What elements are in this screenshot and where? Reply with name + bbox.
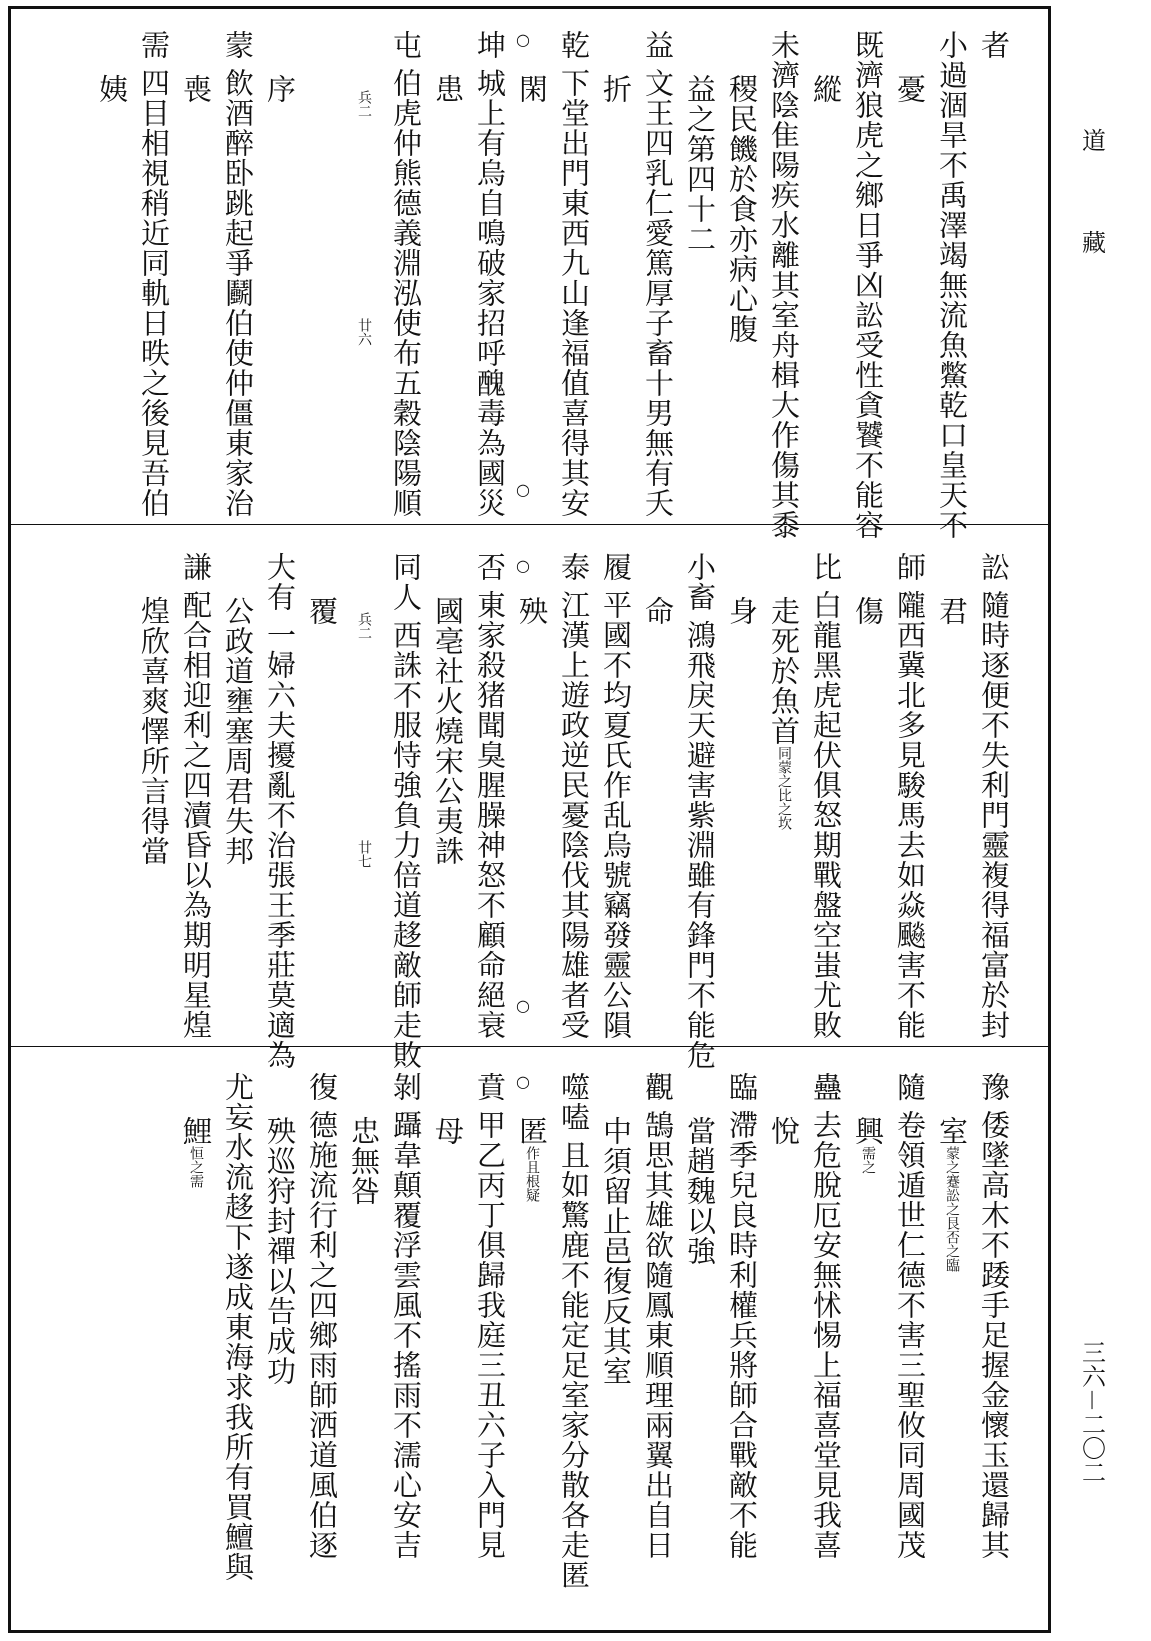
verse-text: 鯉 <box>179 1116 213 1146</box>
text-column <box>974 30 1014 60</box>
hexagram-name: 復 <box>305 1072 339 1102</box>
hexagram-name: 隨 <box>893 1072 927 1102</box>
hexagram-name: 剝 <box>389 1072 423 1102</box>
verse-text: 憂 <box>893 74 927 104</box>
text-column <box>806 552 846 1040</box>
verse-text: 益之第四十二 <box>683 74 717 254</box>
text-column <box>932 30 972 540</box>
hexagram-name: 大有 <box>263 552 297 612</box>
verse-text: 覆 <box>305 596 339 626</box>
annotation-note: 兵二 <box>356 612 372 640</box>
text-column <box>218 30 258 518</box>
text-column <box>470 30 510 518</box>
verse-text: 西誅不服恃強負力倍道趍敵師走敗 <box>389 620 423 1070</box>
verse-text: 折 <box>599 74 633 104</box>
circle-mark: ○ <box>516 996 530 1015</box>
text-column <box>344 552 384 868</box>
text-column <box>596 552 636 1040</box>
text-column <box>848 552 888 626</box>
annotation-note: 同蒙之比之坎 <box>776 746 792 830</box>
hexagram-name: 噬嗑 <box>557 1072 591 1132</box>
verse-text: 姨 <box>95 74 129 104</box>
verse-text: 縱 <box>809 74 843 104</box>
verse-text: 飲酒醉卧跳起爭鬬伯使仲僵東家治 <box>221 68 255 518</box>
circle-mark: ○ <box>516 480 530 499</box>
hexagram-name: 訟 <box>977 552 1011 582</box>
verse-text: 身 <box>725 596 759 626</box>
text-column <box>92 30 132 104</box>
verse-text: 東家殺猪聞臭腥臊神怒不顧命絕衰 <box>473 590 507 1040</box>
folio-note: 廿六 <box>356 318 372 346</box>
verse-text: 走死於魚首 <box>767 596 801 746</box>
annotation-note: 恒之需 <box>188 1146 204 1188</box>
verse-text: 甲乙丙丁俱歸我庭三丑六子入門見 <box>473 1110 507 1560</box>
text-column <box>890 1072 930 1560</box>
text-column <box>890 552 930 1040</box>
hexagram-name: 乾 <box>557 30 591 60</box>
text-column <box>386 552 426 1070</box>
text-column <box>176 552 216 1040</box>
hexagram-name: 泰 <box>557 552 591 582</box>
text-column <box>806 30 846 104</box>
folio-note: 廿七 <box>356 840 372 868</box>
verse-text: 躡韋顛覆浮雲風不搖雨不濡心安吉 <box>389 1110 423 1560</box>
verse-text: 母 <box>431 1116 465 1146</box>
verse-text: 尤妄水流趍下遂成東海求我所有買鱣與 <box>221 1072 255 1582</box>
circle-mark: ○ <box>516 556 530 575</box>
verse-text: 忠無咎 <box>347 1116 381 1206</box>
verse-text: 者 <box>977 30 1011 60</box>
verse-text: 喪 <box>179 74 213 104</box>
verse-text: 隨時逐便不失利門靈複得福富於封 <box>977 590 1011 1040</box>
hexagram-name: 屯 <box>389 30 423 60</box>
annotation-note: 需之 <box>860 1146 876 1174</box>
verse-text: 文王四乳仁愛篤厚子畜十男無有夭 <box>641 68 675 518</box>
verse-text: 四目相視稍近同軌日昳之後見吾伯 <box>137 68 171 518</box>
verse-text: 下堂出門東西九山逢福值喜得其安 <box>557 68 591 518</box>
verse-text: 隴西冀北多見駿馬去如焱飈害不能 <box>893 590 927 1040</box>
text-column <box>806 1072 846 1560</box>
verse-text: 患 <box>431 74 465 104</box>
verse-text: 卷領遁世仁德不害三聖攸同周國茂 <box>893 1110 927 1560</box>
hexagram-name: 坤 <box>473 30 507 60</box>
hexagram-name: 臨 <box>725 1072 759 1102</box>
lower-panel <box>14 1072 1046 1622</box>
text-column <box>134 552 174 866</box>
text-column <box>974 552 1014 1040</box>
annotation-note: 兵二 <box>356 90 372 118</box>
hexagram-name: 謙 <box>179 552 213 582</box>
verse-text: 悅 <box>767 1116 801 1146</box>
text-column <box>260 552 300 1070</box>
verse-text: 殃 <box>515 596 549 626</box>
text-column <box>470 1072 510 1560</box>
text-column <box>596 30 636 104</box>
verse-text: 伯虎仲熊德義淵泓使布五穀陰陽順 <box>389 68 423 518</box>
text-column <box>302 552 342 626</box>
verse-text: 德施流行利之四鄉雨師洒道風伯逐 <box>305 1110 339 1560</box>
text-column <box>722 30 762 344</box>
text-column <box>932 552 972 626</box>
verse-text: 江漢上遊政逆民憂陰伐其陽雄者受 <box>557 590 591 1040</box>
section-divider <box>8 524 1051 525</box>
circle-mark: ○ <box>516 30 530 49</box>
verse-text: 既濟狼虎之鄉日爭凶訟受性貪饕不能容 <box>851 30 885 540</box>
text-column <box>554 1072 594 1590</box>
text-column <box>344 30 384 346</box>
hexagram-name: 觀 <box>641 1072 675 1102</box>
verse-text: 小過涸旱不禹澤竭無流魚鱉乾口皇天不 <box>935 30 969 540</box>
verse-text: 匿 <box>515 1116 549 1146</box>
verse-text: 公政道壅塞周君失邦 <box>221 596 255 866</box>
text-column <box>176 1072 216 1188</box>
text-column <box>722 1072 762 1560</box>
verse-text: 未濟陰隹陽疾水離其室舟楫大作傷其黍 <box>767 30 801 540</box>
text-column <box>764 552 804 830</box>
text-column <box>302 1072 342 1560</box>
text-column <box>680 30 720 254</box>
hexagram-name: 師 <box>893 552 927 582</box>
text-column <box>386 30 426 518</box>
section-divider <box>8 1046 1051 1047</box>
verse-text: 命 <box>641 596 675 626</box>
hexagram-name: 需 <box>137 30 171 60</box>
text-column <box>680 1072 720 1266</box>
verse-text: 平國不均夏氏作乱烏號竊發靈公隕 <box>599 590 633 1040</box>
text-column <box>386 1072 426 1560</box>
text-column <box>260 30 300 104</box>
text-column <box>890 30 930 104</box>
verse-text: 倭墜高木不踒手足握金懷玉還歸其 <box>977 1110 1011 1560</box>
text-column <box>722 552 762 626</box>
verse-text: 配合相迎利之四瀆昏以為期明星煌 <box>179 590 213 1040</box>
hexagram-name: 小畜 <box>683 552 717 612</box>
text-column <box>428 552 468 866</box>
text-column <box>134 30 174 518</box>
verse-text: 鴻飛戾天避害紫淵雖有鋒門不能危 <box>683 620 717 1070</box>
text-column <box>932 1072 972 1272</box>
verse-text: 殃巡狩封禪以告成功 <box>263 1116 297 1386</box>
text-column <box>470 552 510 1040</box>
text-column <box>764 30 804 540</box>
hexagram-name: 賁 <box>473 1072 507 1102</box>
text-column <box>638 30 678 518</box>
verse-text: 煌欣喜爽懌所言得當 <box>137 596 171 866</box>
upper-panel <box>14 30 1046 540</box>
text-column <box>260 1072 300 1386</box>
text-column <box>218 552 258 866</box>
verse-text: 滯季兒良時利權兵將師合戰敵不能 <box>725 1110 759 1560</box>
hexagram-name: 否 <box>473 552 507 582</box>
hexagram-name: 蠱 <box>809 1072 843 1102</box>
verse-text: 國亳社火燒宋公夷誅 <box>431 596 465 866</box>
text-column <box>680 552 720 1070</box>
text-column <box>554 30 594 518</box>
verse-text: 興 <box>851 1116 885 1146</box>
hexagram-name: 益 <box>641 30 675 60</box>
verse-text: 一婦六夫擾亂不治張王季莊莫適為 <box>263 620 297 1070</box>
page-number: 三六－二〇二 <box>1077 1340 1106 1484</box>
verse-text: 白龍黑虎起伏俱怒期戰盤空蚩尤敗 <box>809 590 843 1040</box>
text-column <box>596 1072 636 1386</box>
verse-text: 室 <box>935 1116 969 1146</box>
text-column <box>848 1072 888 1174</box>
verse-text: 城上有烏自鳴破家招呼醜毒為國災 <box>473 68 507 518</box>
margin-label-top: 道 <box>1077 128 1106 152</box>
middle-panel <box>14 552 1046 1070</box>
verse-text: 稷民饑於食亦病心腹 <box>725 74 759 344</box>
hexagram-name: 履 <box>599 552 633 582</box>
text-column <box>344 1072 384 1206</box>
text-column <box>428 1072 468 1146</box>
circle-mark: ○ <box>516 1072 530 1091</box>
verse-text: 傷 <box>851 596 885 626</box>
text-column <box>638 1072 678 1560</box>
verse-text: 鵠思其雄欲隨鳳東順理兩翼出自日 <box>641 1110 675 1560</box>
hexagram-name: 比 <box>809 552 843 582</box>
text-column <box>428 30 468 104</box>
margin-label-mid: 藏 <box>1077 230 1106 254</box>
verse-text: 君 <box>935 596 969 626</box>
verse-text: 序 <box>263 74 297 104</box>
text-column <box>554 552 594 1040</box>
hexagram-name: 豫 <box>977 1072 1011 1102</box>
text-column <box>638 552 678 626</box>
verse-text: 閑 <box>515 74 549 104</box>
text-column <box>218 1072 258 1582</box>
text-column <box>176 30 216 104</box>
hexagram-name: 同人 <box>389 552 423 612</box>
verse-text: 當趙魏以強 <box>683 1116 717 1266</box>
verse-text: 中須留止邑復反其室 <box>599 1116 633 1386</box>
hexagram-name: 蒙 <box>221 30 255 60</box>
annotation-note: 作且根疑 <box>524 1146 540 1202</box>
verse-text: 去危脫厄安無怵惕上福喜堂見我喜 <box>809 1110 843 1560</box>
text-column <box>848 30 888 540</box>
text-column <box>512 1072 552 1202</box>
verse-text: 且如驚鹿不能定足室家分散各走匿 <box>557 1140 591 1590</box>
annotation-note: 蒙之蹇訟之艮否之臨 <box>944 1146 960 1272</box>
text-column <box>764 1072 804 1146</box>
text-column <box>974 1072 1014 1560</box>
